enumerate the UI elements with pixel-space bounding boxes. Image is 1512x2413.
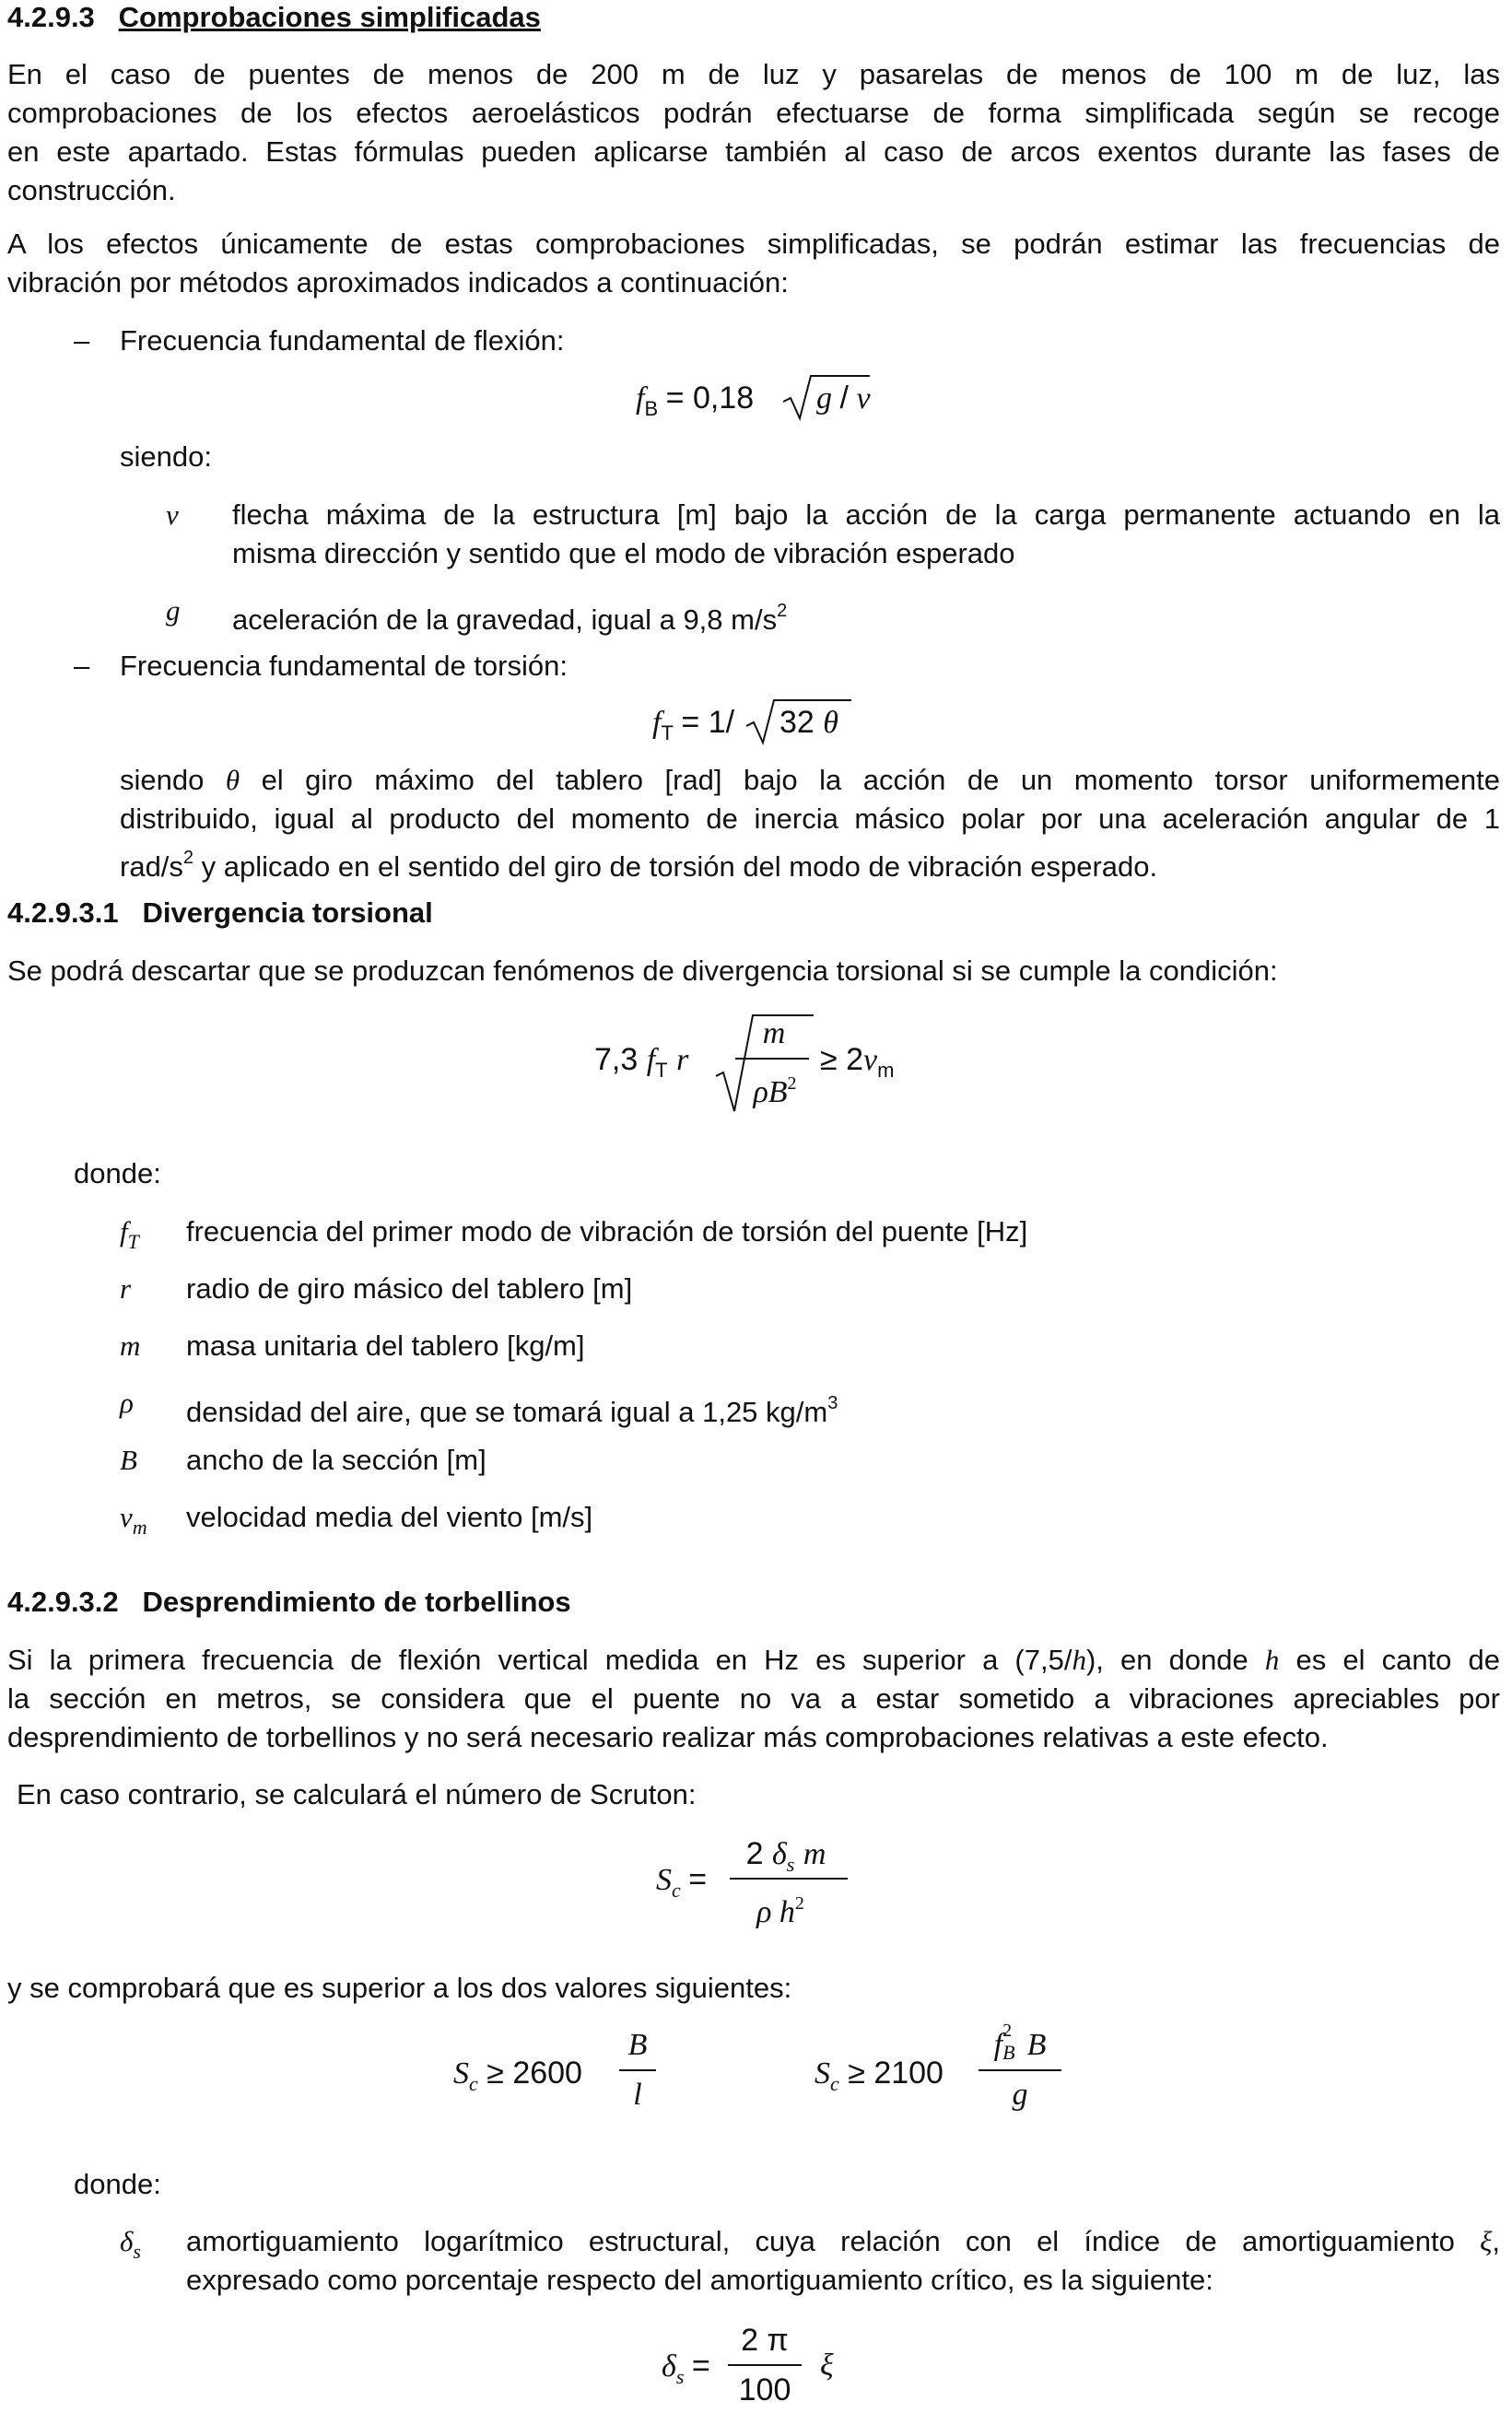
bullet-dash: –: [74, 650, 90, 682]
equation-fb: $f_B = 0,18$: [636, 381, 755, 420]
symbol-nu: ν: [166, 498, 179, 531]
torsion-paragraph-line3: rad/$s^2$ y aplicado en el sentido del giro de torsión del modo de vibración esperado.: [120, 848, 1158, 883]
siendo-label: siendo:: [120, 440, 212, 473]
fraction-bar: [735, 1058, 809, 1060]
symbol-vm: $v_m$: [120, 1501, 147, 1539]
equation-delta-xi: ξ: [820, 2349, 834, 2383]
symbol-m: m: [120, 1329, 141, 1362]
symbol-ft: $f_T$: [120, 1215, 139, 1253]
vortex-paragraph-line2: la sección en metros, se considera que el puente no va a estar sometido a vibraciones apreciables por: [7, 1682, 1500, 1715]
scruton-intro: En caso contrario, se calculará el número de Scruton:: [17, 1778, 697, 1810]
symbol-rho: ρ: [120, 1387, 134, 1419]
equation-ft: $f_T = 1/$: [652, 705, 735, 744]
divergence-paragraph: Se podrá descartar que se produzcan fenómenos de divergencia torsional si se cumple la condición:: [7, 955, 1278, 987]
fraction-denominator: g: [1012, 2078, 1028, 2112]
vortex-paragraph-line3: desprendimiento de torbellinos y no será necesario realizar más comprobaciones relativas a este efecto.: [7, 1721, 1329, 1753]
fraction-bar: [728, 2364, 802, 2366]
equation-scruton: $S_c$ =: [656, 1862, 708, 1902]
equation-delta-s: $\delta_s$ =: [662, 2349, 710, 2388]
symbol-g: g: [166, 594, 181, 627]
paragraph-line: en este apartado. Estas fórmulas pueden aplicarse también al caso de arcos exentos durante las fases de: [7, 135, 1500, 168]
paragraph-1: [7, 55, 1500, 210]
vortex-paragraph-line1: Si la primera frecuencia de flexión vertical medida en Hz es superior a (7,5/h), en donde h es el canto de: [7, 1644, 1500, 1676]
fraction-bar: [979, 2069, 1061, 2071]
fraction-numerator: 2 $\delta_s$ m: [745, 1836, 826, 1876]
paragraph-line: vibración por métodos aproximados indicados a continuación:: [7, 266, 789, 299]
fraction-bar: [619, 2069, 656, 2071]
symbol-r: r: [120, 1272, 132, 1305]
equation-condition-2: $S_c \ge 2100$: [815, 2056, 944, 2095]
donde-label-2: donde:: [74, 2168, 161, 2200]
fraction-denominator: ρ $h^2$: [756, 1893, 804, 1929]
symbol-delta-s: $\delta_s$: [120, 2225, 141, 2263]
paragraph-line: A los efectos únicamente de estas comprobaciones simplificadas, se podrán estimar las frecuencias de: [7, 228, 1500, 260]
fraction-numerator: m: [762, 1016, 786, 1050]
section-number: 4.2.9.3: [7, 1, 95, 33]
definition-text: aceleración de la gravedad, igual a 9,8 $m/s^2$: [232, 601, 788, 636]
torsion-paragraph-line1: siendo θ el giro máximo del tablero [rad] bajo la acción de un momento torsor uniformemente: [120, 764, 1500, 796]
fraction-bar: [730, 1878, 848, 1880]
fraction-denominator: $\rho B^2$: [753, 1073, 797, 1109]
definition-text: frecuencia del primer modo de vibración de torsión del puente [Hz]: [186, 1215, 1028, 1247]
equation-divergence-rhs: ≥ $2v_m$: [820, 1042, 895, 1082]
donde-label: donde:: [74, 1157, 161, 1189]
definition-text: radio de giro másico del tablero [m]: [186, 1272, 633, 1305]
equation-condition-1: $S_c \ge 2600$: [453, 2056, 582, 2095]
definition-text: flecha máxima de la estructura [m] bajo la acción de la carga permanente actuando en la: [232, 498, 1500, 531]
equation-ft-radicand: 32 θ: [779, 705, 838, 740]
condition-intro: y se comprobará que es superior a los dos valores siguientes:: [7, 1972, 792, 2004]
fraction-denominator: l: [633, 2078, 642, 2112]
definition-text: expresado como porcentaje respecto del amortiguamiento crítico, es la siguiente:: [186, 2264, 1213, 2296]
equation-divergence: 7,3 $f_T$ r: [594, 1042, 689, 1082]
bullet-dash: –: [74, 324, 90, 357]
definition-text: masa unitaria del tablero [kg/m]: [186, 1329, 585, 1362]
definition-text: velocidad media del viento [m/s]: [186, 1501, 593, 1533]
section-heading-42932: 4.2.9.3.2 Desprendimiento de torbellinos: [7, 1586, 571, 1618]
section-heading-42931: 4.2.9.3.1 Divergencia torsional: [7, 896, 433, 929]
fraction-denominator: 100: [738, 2372, 791, 2407]
paragraph-line: En el caso de puentes de menos de 200 m de luz y pasarelas de menos de 100 m de luz, las: [7, 58, 1500, 90]
torsion-paragraph-line2: distribuido, igual al producto del momento de inercia másico polar por una aceleración angular de 1: [120, 802, 1500, 835]
fraction-numerator: 2 π: [741, 2323, 789, 2358]
equation-fb-radicand: g / ν: [816, 381, 871, 416]
fraction-numerator: B: [627, 2028, 648, 2062]
symbol-B: B: [120, 1444, 137, 1476]
section-heading-4293: [7, 0, 541, 37]
paragraph-line: construcción.: [7, 174, 176, 206]
definition-text: misma dirección y sentido que el modo de vibración esperado: [232, 537, 1015, 569]
fraction-numerator: f 2 B B: [993, 2021, 1047, 2064]
bullet-flexion: Frecuencia fundamental de flexión:: [120, 324, 565, 357]
bullet-torsion: Frecuencia fundamental de torsión:: [120, 650, 568, 682]
paragraph-line: comprobaciones de los efectos aeroelásticos podrán efectuarse de forma simplificada según se recoge: [7, 97, 1500, 129]
definition-text: densidad del aire, que se tomará igual a 1,25 $kg/m^3$: [186, 1393, 838, 1428]
definition-text: ancho de la sección [m]: [186, 1444, 486, 1476]
definition-text: amortiguamiento logarítmico estructural, cuya relación con el índice de amortiguamiento ξ,: [186, 2225, 1500, 2257]
section-title: Comprobaciones simplificadas: [118, 1, 541, 33]
paragraph-2: [7, 225, 1500, 302]
